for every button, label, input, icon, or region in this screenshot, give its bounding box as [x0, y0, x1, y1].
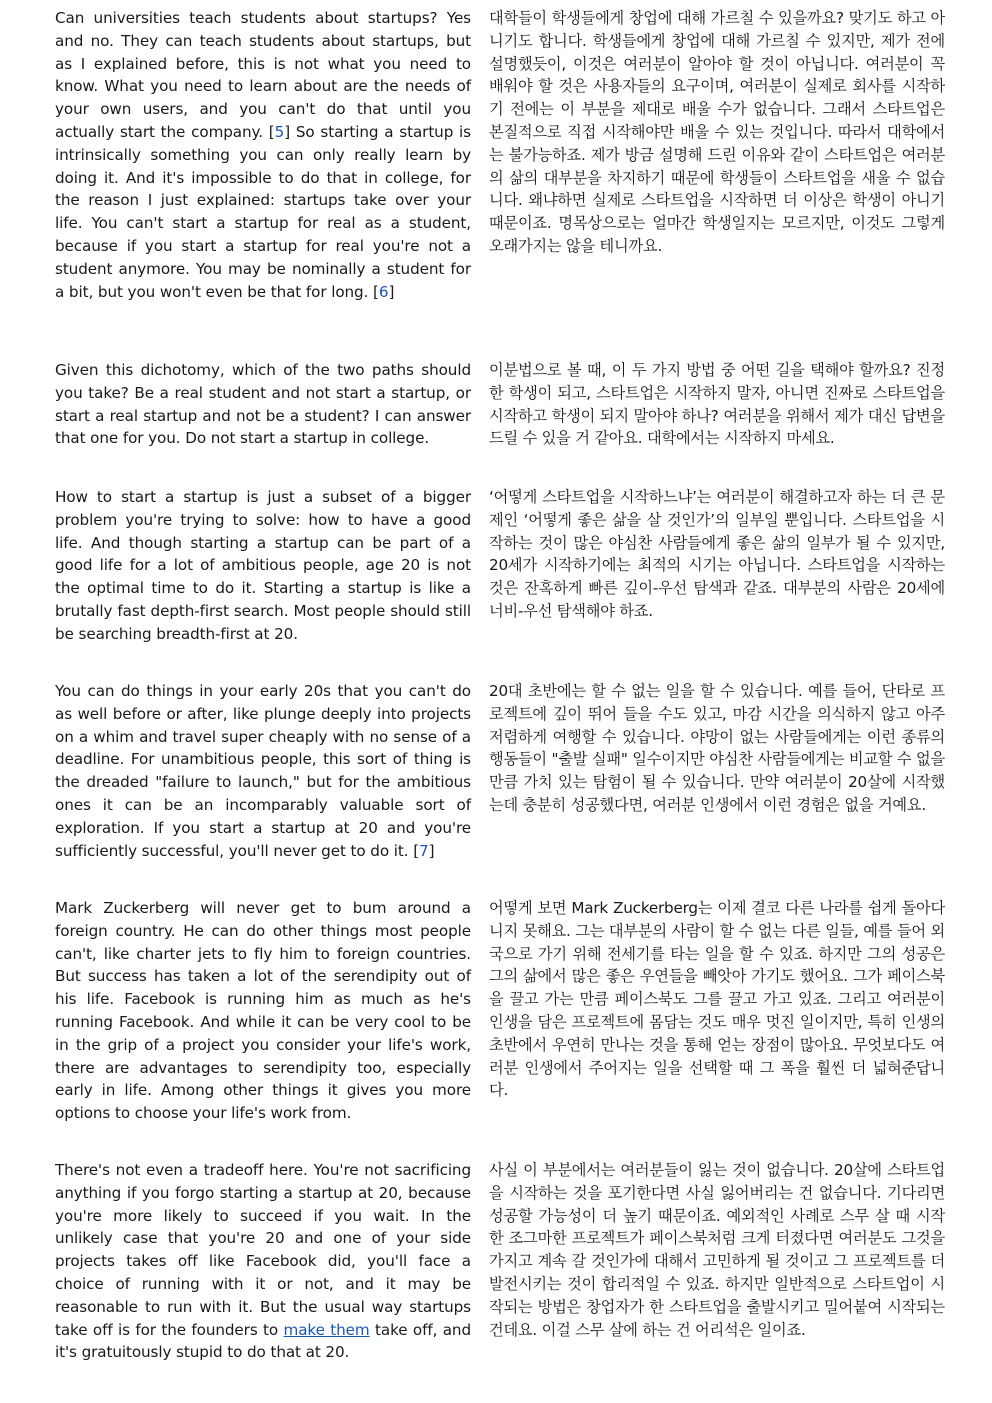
text-segment: take off, and it's gratuitously stupid to do that at 20. [55, 1320, 471, 1362]
korean-paragraph-4: 20대 초반에는 할 수 없는 일을 할 수 있습니다. 예를 들어, 단타로 프로젝트에 깊이 뛰어 들을 수도 있고, 마감 시간을 의식하지 않고 아주 저렴하게 여행할 수 있습니다. 야망이 없는 사람들에게는 이런 종류의 행동들이 "출발 실패" 일수이지만 야심찬 사람들에게는 비교할 수 없을 만큼 가치 있는 탐험이 될 수 있습니다. 만약 여러분이 20살에 시작했는데 충분히 성공했다면, 여러분 인생에서 이런 경험은 없을 거예요. [489, 682, 945, 814]
text-segment: How to start a startup is just a subset of a bigger problem you're trying to solve: how to have a good life. And though starting a startup can be part of a good life for a lot of ambitious people, age 20 is not the optimal time to do it. Starting a startup is like a brutally fast depth-first search. Most people should still be searching breadth-first at 20. [55, 488, 471, 643]
text-segment: There's not even a tradeoff here. You're not sacrificing anything if you forgo starting a startup at 20, because you're more likely to succeed if you wait. In the unlikely case that you're 20 and one of your side projects takes off like Facebook did, you'll face a choice of running with it or not, and it may be reasonable to run with it. But the usual way startups take off is for the founders to [55, 1161, 471, 1339]
korean-paragraph-1: 대학들이 학생들에게 창업에 대해 가르칠 수 있을까요? 맞기도 하고 아니기도 합니다. 학생들에게 창업에 대해 가르칠 수 있지만, 제가 전에 설명했듯이, 이것은 여러분이 알아야 할 것이 아닙니다. 여러분이 꼭 배워야 할 것은 사용자들의 요구이며, 여러분이 실제로 회사를 시작하기 전에는 이 부분을 제대로 배울 수가 없습니다. 그래서 스타트업은 본질적으로 직접 시작해야만 배울 수 있는 것입니다. 따라서 대학에서는 불가능하죠. 제가 방금 설명해 드린 이유와 같이 스타트업은 여러분의 삶의 대부분을 차지하기 때문에 학생들이 스타트업을 새울 수 없습니다. 왜냐하면 실제로 스타트업을 시작하면 더 이상은 학생이 아니기 때문이죠. 명목상으로는 얼마간 학생일지는 모르지만, 이것도 그렇게 오래가지는 않을 테니까요. [489, 9, 945, 255]
paragraph-row-4 [55, 680, 945, 862]
english-paragraph-5 [55, 897, 471, 1125]
footnote-link-6[interactable]: 6 [378, 282, 389, 301]
footnote-link-7[interactable]: 7 [419, 841, 429, 860]
text-segment: ] [388, 282, 395, 301]
text-segment: ] So starting a startup is intrinsically something you can only really learn by doing it. And it's impossible to do that in college, for the reason I just explained: startups take over your life. You can't start a startup for real as a student, because if you start a startup for real you're not a student anymore. You may be nominally a student for a bit, but you won't even be that for long. [ [55, 122, 471, 301]
english-paragraph-6 [55, 1159, 471, 1364]
paragraph-row-3 [55, 486, 945, 646]
english-paragraph-4 [55, 680, 471, 862]
footnote-link-5[interactable]: 5 [274, 122, 285, 141]
text-segment: Can universities teach students about startups? Yes and no. They can teach students about startups, but as I explained before, this is not what you need to know. What you need to learn about are the needs of your own users, and you can't do that until you actually start the company. [ [55, 9, 471, 141]
paragraph-row-6 [55, 1159, 945, 1364]
paragraph-row-5 [55, 897, 945, 1125]
korean-paragraph-6: 사실 이 부분에서는 여러분들이 잃는 것이 없습니다. 20살에 스타트업을 시작하는 것을 포기한다면 사실 잃어버리는 건 없습니다. 기다리면 성공할 가능성이 더 높기 때문이죠. 예외적인 사례로 스무 살 때 시작한 조그마한 프로젝트가 페이스북처럼 크게 터졌다면 여러분도 그것을 가지고 계속 갈 것인가에 대해서 고민하게 될 것이고 그 프로젝트를 더 발전시키는 것이 합리적일 수 있죠. 하지만 일반적으로 스타트업이 시작되는 방법은 창업자가 한 스타트업을 출발시키고 밀어붙여 시작되는 건데요. 이걸 스무 살에 하는 건 어리석은 일이죠. [489, 1161, 945, 1339]
korean-paragraph-3: ‘어떻게 스타트업을 시작하느냐’는 여러분이 해결하고자 하는 더 큰 문제인 ‘어떻게 좋은 삶을 살 것인가’의 일부일 뿐입니다. 스타트업을 시작하는 것이 많은 야심찬 사람들에게 좋은 삶의 일부가 될 수 있지만, 20세가 시작하기에는 최적의 시기는 아닙니다. 스타트업을 시작하는 것은 잔혹하게 빠른 깊이-우선 탐색과 같죠. 대부분의 사람은 20세에 너비-우선 탐색해야 하죠. [489, 488, 945, 620]
text-segment: Given this dichotomy, which of the two paths should you take? Be a real student and not start a startup, or start a real startup and not be a student? I can answer that one for you. Do not start a startup in college. [55, 361, 471, 448]
paragraph-row-2 [55, 359, 945, 450]
korean-paragraph-5: 어떻게 보면 Mark Zuckerberg는 이제 결코 다른 나라를 쉽게 돌아다니지 못해요. 그는 대부분의 사람이 할 수 없는 다른 일들, 예를 들어 외국으로 가기 위해 전세기를 타는 일을 할 수 있죠. 하지만 그의 성공은 그의 삶에서 많은 좋은 우연들을 빼앗아 가기도 했어요. 그가 페이스북을 끌고 가는 만큼 페이스북도 그를 끌고 가고 있죠. 그리고 여러분이 인생을 담은 프로젝트에 몸담는 것도 매우 멋진 일이지만, 특히 인생의 초반에서 우연히 만나는 것을 통해 얻는 장점이 많아요. 무엇보다도 여러분 인생에서 주어지는 일을 선택할 때 그 폭을 훨씬 더 넓혀준답니다. [489, 899, 945, 1100]
text-segment: You can do things in your early 20s that you can't do as well before or after, like plunge deeply into projects on a whim and travel super cheaply with no sense of a deadline. For unambitious people, this sort of thing is the dreaded "failure to launch," but for the ambitious ones it can be an incomparably valuable sort of exploration. If you start a startup at 20 and you're sufficiently successful, you'll never get to do it. [ [55, 682, 471, 860]
korean-paragraph-2: 이분법으로 볼 때, 이 두 가지 방법 중 어떤 길을 택해야 할까요? 진정한 학생이 되고, 스타트업은 시작하지 말자, 아니면 진짜로 스타트업을 시작하고 학생이 되지 말아야 하나? 여러분을 위해서 제가 대신 답변을 드릴 수 있을 거 같아요. 대학에서는 시작하지 마세요. [489, 361, 945, 448]
make-them-link[interactable]: make them [283, 1320, 370, 1339]
english-paragraph-3 [55, 486, 471, 646]
text-segment: Mark Zuckerberg will never get to bum around a foreign country. He can do other things most people can't, like charter jets to fly him to foreign countries. But success has taken a lot of the serendipity out of his life. Facebook is running him as much as he's running Facebook. And while it can be very cool to be in the grip of a project you consider your life's work, there are advantages to serendipity too, especially early in life. Among other things it gives you more options to choose your life's work from. [55, 899, 471, 1123]
text-segment: ] [428, 841, 435, 860]
english-paragraph-1 [55, 7, 471, 303]
paragraph-row-1 [55, 7, 945, 303]
english-paragraph-2 [55, 359, 471, 450]
